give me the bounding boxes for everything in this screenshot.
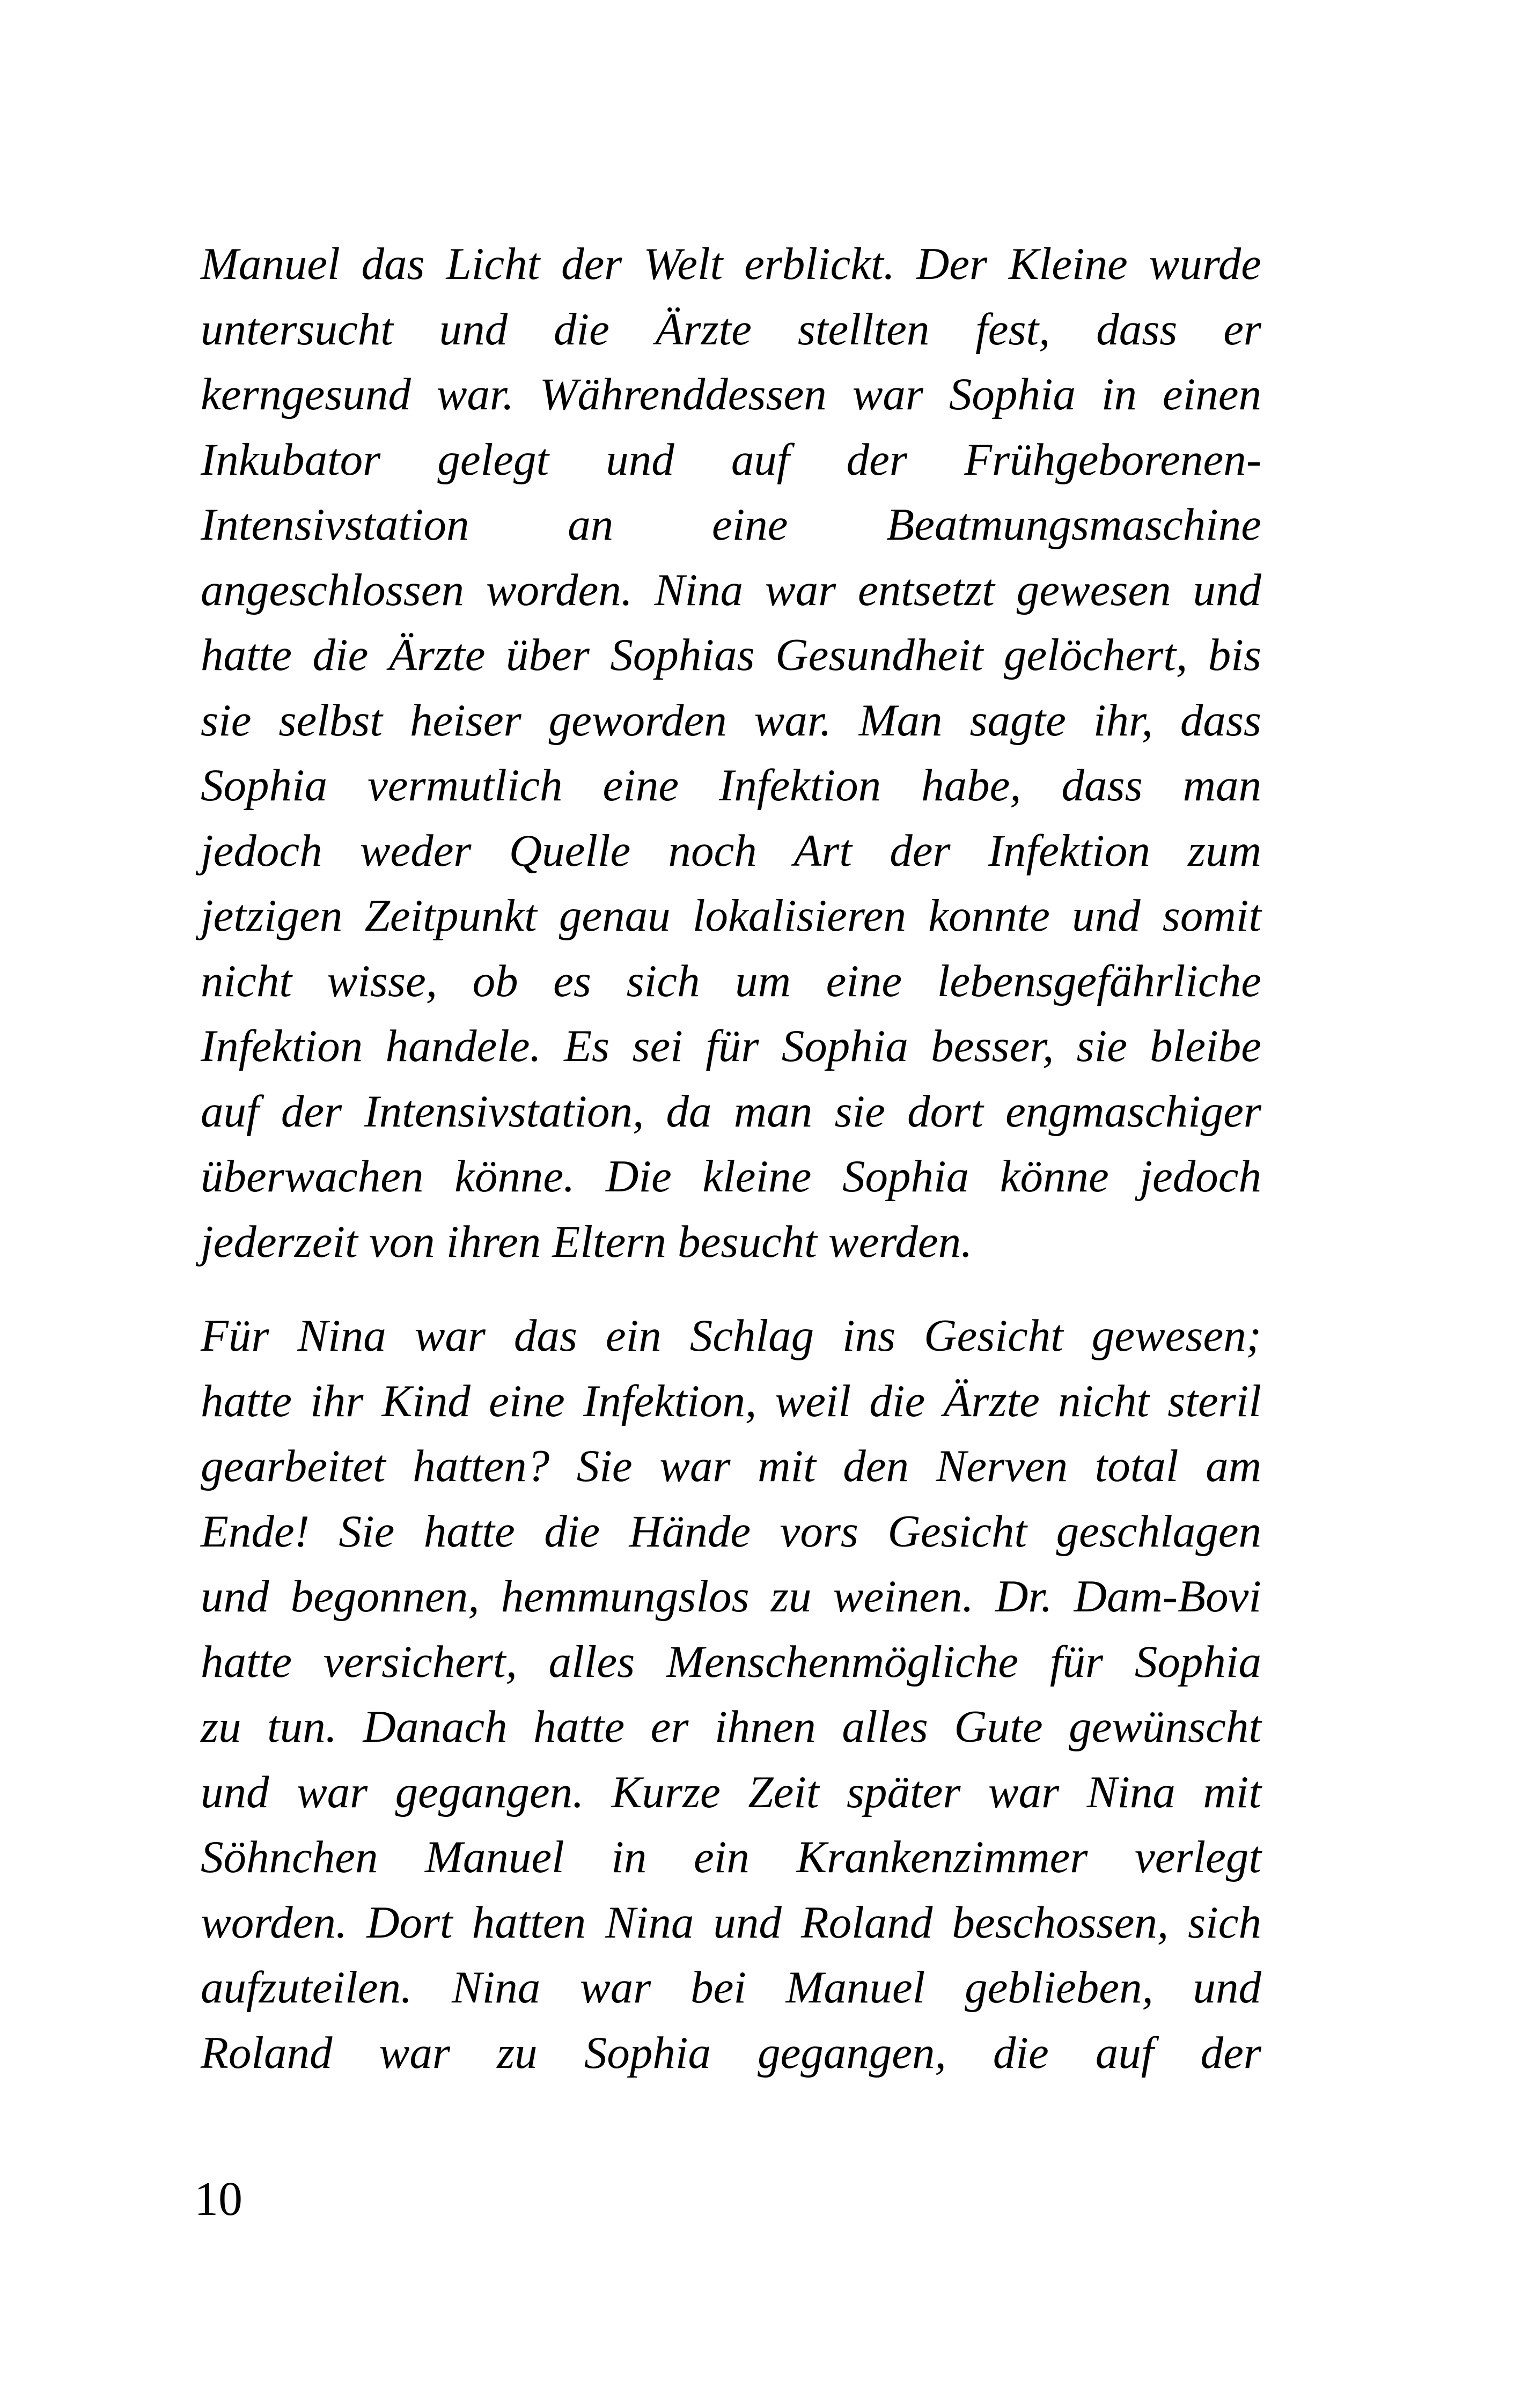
text-line: sie selbst heiser geworden war. Man sagte ihr, dass xyxy=(201,695,1261,746)
text-line: Für Nina war das ein Schlag ins Gesicht gewesen; xyxy=(201,1310,1261,1361)
text-line: Roland war zu Sophia gegangen, die auf der xyxy=(201,2027,1261,2078)
text-line: untersucht und die Ärzte stellten fest, dass er xyxy=(201,304,1261,355)
text-line: Söhnchen Manuel in ein Krankenzimmer verlegt xyxy=(201,1832,1261,1882)
text-line: hatte die Ärzte über Sophias Gesundheit gelöchert, bis xyxy=(201,630,1261,680)
paragraph-2 xyxy=(201,1304,1261,2086)
text-line: hatte ihr Kind eine Infektion, weil die Ärzte nicht steril xyxy=(201,1375,1261,1426)
text-line: jederzeit von ihren Eltern besucht werden. xyxy=(201,1216,973,1267)
text-line: worden. Dort hatten Nina und Roland beschossen, sich xyxy=(201,1897,1261,1948)
text-line: kerngesund war. Währenddessen war Sophia in einen xyxy=(201,369,1261,419)
text-line: zu tun. Danach hatte er ihnen alles Gute gewünscht xyxy=(201,1702,1261,1752)
text-line: Sophia vermutlich eine Infektion habe, dass man xyxy=(201,760,1261,811)
text-line: überwachen könne. Die kleine Sophia könne jedoch xyxy=(201,1151,1261,1202)
paragraph-1 xyxy=(201,232,1261,1275)
text-line: Intensivstation an eine Beatmungsmaschine xyxy=(201,499,1261,550)
text-line: gearbeitet hatten? Sie war mit den Nerven total am xyxy=(201,1441,1261,1491)
page-number: 10 xyxy=(194,2173,243,2226)
text-line: aufzuteilen. Nina war bei Manuel geblieben, und xyxy=(201,1962,1261,2013)
text-line: hatte versichert, alles Menschenmögliche für Sophia xyxy=(201,1636,1261,1687)
text-line: Manuel das Licht der Welt erblickt. Der Kleine wurde xyxy=(201,239,1261,289)
text-line: Inkubator gelegt und auf der Frühgeborenen- xyxy=(201,434,1261,485)
text-line: nicht wisse, ob es sich um eine lebensgefährliche xyxy=(201,955,1261,1006)
text-line: auf der Intensivstation, da man sie dort engmaschiger xyxy=(201,1086,1261,1137)
text-line: jedoch weder Quelle noch Art der Infektion zum xyxy=(201,825,1261,876)
text-line: und begonnen, hemmungslos zu weinen. Dr. Dam-Bovi xyxy=(201,1571,1261,1622)
text-line: Ende! Sie hatte die Hände vors Gesicht geschlagen xyxy=(201,1506,1261,1557)
text-line: und war gegangen. Kurze Zeit später war Nina mit xyxy=(201,1766,1261,1817)
text-line: jetzigen Zeitpunkt genau lokalisieren konnte und somit xyxy=(201,890,1261,941)
text-line: Infektion handele. Es sei für Sophia besser, sie bleibe xyxy=(201,1021,1261,1071)
text-line: angeschlossen worden. Nina war entsetzt gewesen und xyxy=(201,564,1261,615)
